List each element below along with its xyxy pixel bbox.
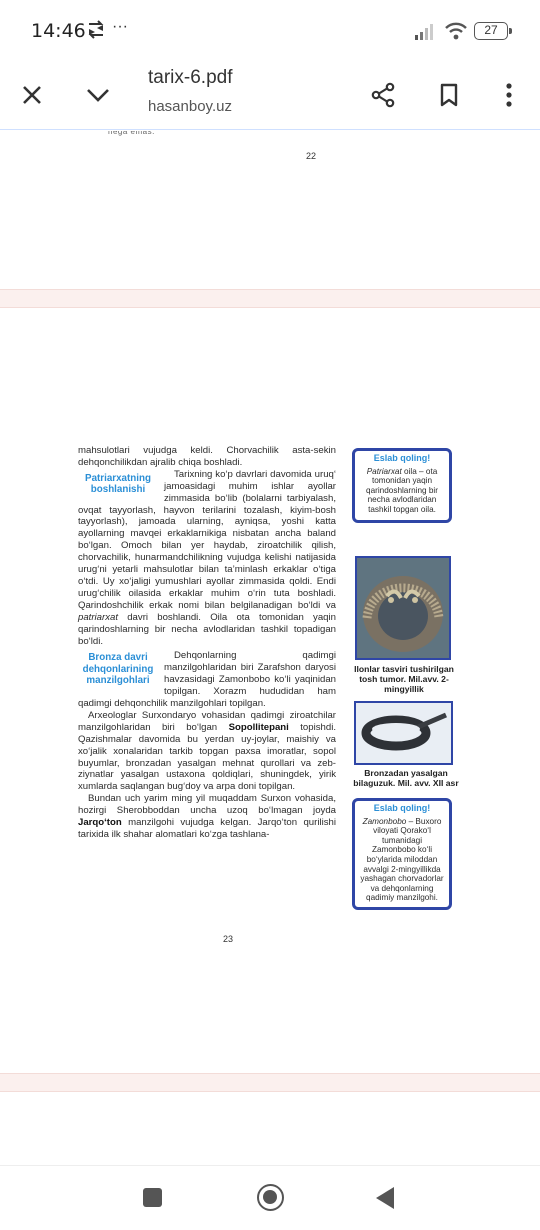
paragraph-bronze-age: Dehqonlarning qadimgi manzilgohlaridan biri Zarafshon daryosi havzasidagi Zamonbobo ko‘li yaqinidan topilgan. Xorazm hududidan ham qadimgi dehqonchilik manzilgohlari topilgan. — [78, 650, 336, 710]
remember-box-patriarchy — [352, 448, 452, 523]
paragraph-sopollitepa: Arxeologlar Surxondaryo vohasidan qadimgi ziroatchilar manzilgohlaridan biri bo‘lgan Sopollitepani topishdi. Qazishmalar davomida bu yerdan uy-joylar, maishiy va xo‘jalik xonalaridan tarkib topgan paxsa imoratlar, sopol buyumlar, bronzadan yasalgan mehnat qurollari va zeb-ziynatlar yasalgan ustaxona qoldiqlari, shuningdek, yirik xumlarda saqlangan bug‘doy va arpa doni topilgan. — [78, 709, 336, 793]
close-icon[interactable] — [14, 77, 50, 113]
document-source: hasanboy.uz — [148, 98, 232, 115]
app-bar — [0, 62, 540, 130]
overflow-dots-icon: ··· — [112, 18, 128, 35]
remember-box-zamonbobo — [352, 798, 452, 910]
remember-box-text: Zamonbobo – Buxoro viloyati Qorako‘l tumanidagi Zamonbobo ko‘li bo‘ylarida miloddan avvalgi 2-mingyillikda yashagan chorvadorlar va dehqonlarning qadimiy manzilgohi. — [360, 816, 444, 903]
pdf-viewer[interactable] — [0, 131, 540, 1165]
paragraph-intro: mahsulotlari vujudga keldi. Chorvachilik asta-sekin dehqonchilikdan ajralib chiqa boshladi. — [78, 445, 336, 468]
wifi-icon — [444, 21, 468, 46]
battery-indicator: 27 — [474, 22, 508, 40]
remember-box-title: Eslab qoling! — [373, 453, 431, 463]
signal-icon — [414, 22, 438, 45]
caption-stone-amulet: Ilonlar tasviri tushirilgan tosh tumor. Mil.avv. 2-mingyillik — [354, 664, 454, 694]
more-vertical-icon[interactable] — [491, 77, 527, 113]
bracelet-image — [354, 701, 453, 765]
previous-page-fragment: nega emas. — [108, 131, 155, 136]
sync-icon — [86, 20, 106, 45]
page-number-current: 23 — [223, 934, 234, 944]
amulet-image — [355, 556, 451, 660]
status-time: 14:46 — [31, 20, 86, 42]
paragraph-jarqoton: Bundan uch yarim ming yil muqaddam Surxon vohasida, hozirgi Sherobboddan uncha uzoq bo‘lmagan joyda Jarqo‘ton manzilgohi vujudga kelgan. Jarqo‘ton qurilishi tarixida ilk shahar alomatlari ko‘zga tashlana- — [78, 793, 336, 840]
home-icon[interactable] — [257, 1184, 284, 1211]
caption-bronze-bracelet: Bronzadan yasalgan bilaguzuk. Mil. avv. XII asr — [353, 768, 459, 788]
page-separator — [0, 1073, 540, 1092]
chevron-down-icon[interactable] — [80, 77, 116, 113]
bookmark-icon[interactable] — [431, 77, 467, 113]
heading-patriarchy: Patriarxatning boshlanishi — [85, 472, 151, 496]
photo-stone-amulet — [355, 556, 451, 660]
page-number-previous: 22 — [306, 151, 317, 161]
photo-bronze-bracelet — [354, 701, 453, 765]
heading-bronze-age: Bronza davri dehqonlarining manzilgohlari — [82, 652, 154, 687]
paragraph-patriarchy: Tarixning ko‘p davrlari davomida uruq‘ jamoasidagi muhim ishlar ayollar zimmasida bo‘lib (bolalarni tarbiyalash, ovqat tayyorlash, hayvon terilarini tozalash, kiyim-bosh tayyorlash), jamoada ularning, ayniqsa, yoshi katta ayollarning mavqei erkaklarnikiga nisbatan ancha baland bo‘lgan. Omoch bilan yer haydab, ziroatchilik qilish, chorvachilik, hunarmandchilikning vujudga kelishi natijasida urug‘ni yetarli mahsulotlar bilan ta’minlash erkaklar o‘tiga o‘tdi. Uy xo‘jaligi yumushlari ayollar zimmasida qoldi. Endi urug‘chilik oilasida erkaklar muhim o‘rin tuta boshladi. Qarindoshchilik erkak nomi bilan belgilanadigan bo‘ldi va patriarxat davri boshlandi. Oila ota tomonidan yaqin qarindoshlarning bir necha avlodlaridan tashkil topadigan bo‘ldi. — [78, 468, 336, 647]
document-title: tarix-6.pdf — [148, 67, 233, 88]
back-icon[interactable] — [376, 1187, 394, 1209]
recent-apps-icon[interactable] — [143, 1188, 162, 1207]
share-icon[interactable] — [365, 77, 401, 113]
remember-box-title: Eslab qoling! — [373, 803, 431, 813]
page-body-text — [78, 445, 336, 841]
status-bar — [0, 0, 540, 62]
system-navigation-bar — [0, 1165, 540, 1230]
remember-box-text: Patriarxat oila – ota tomonidan yaqin qarindoshlarning bir necha avlodlaridan tashkil topgan oila. — [366, 466, 438, 514]
page-separator — [0, 289, 540, 308]
